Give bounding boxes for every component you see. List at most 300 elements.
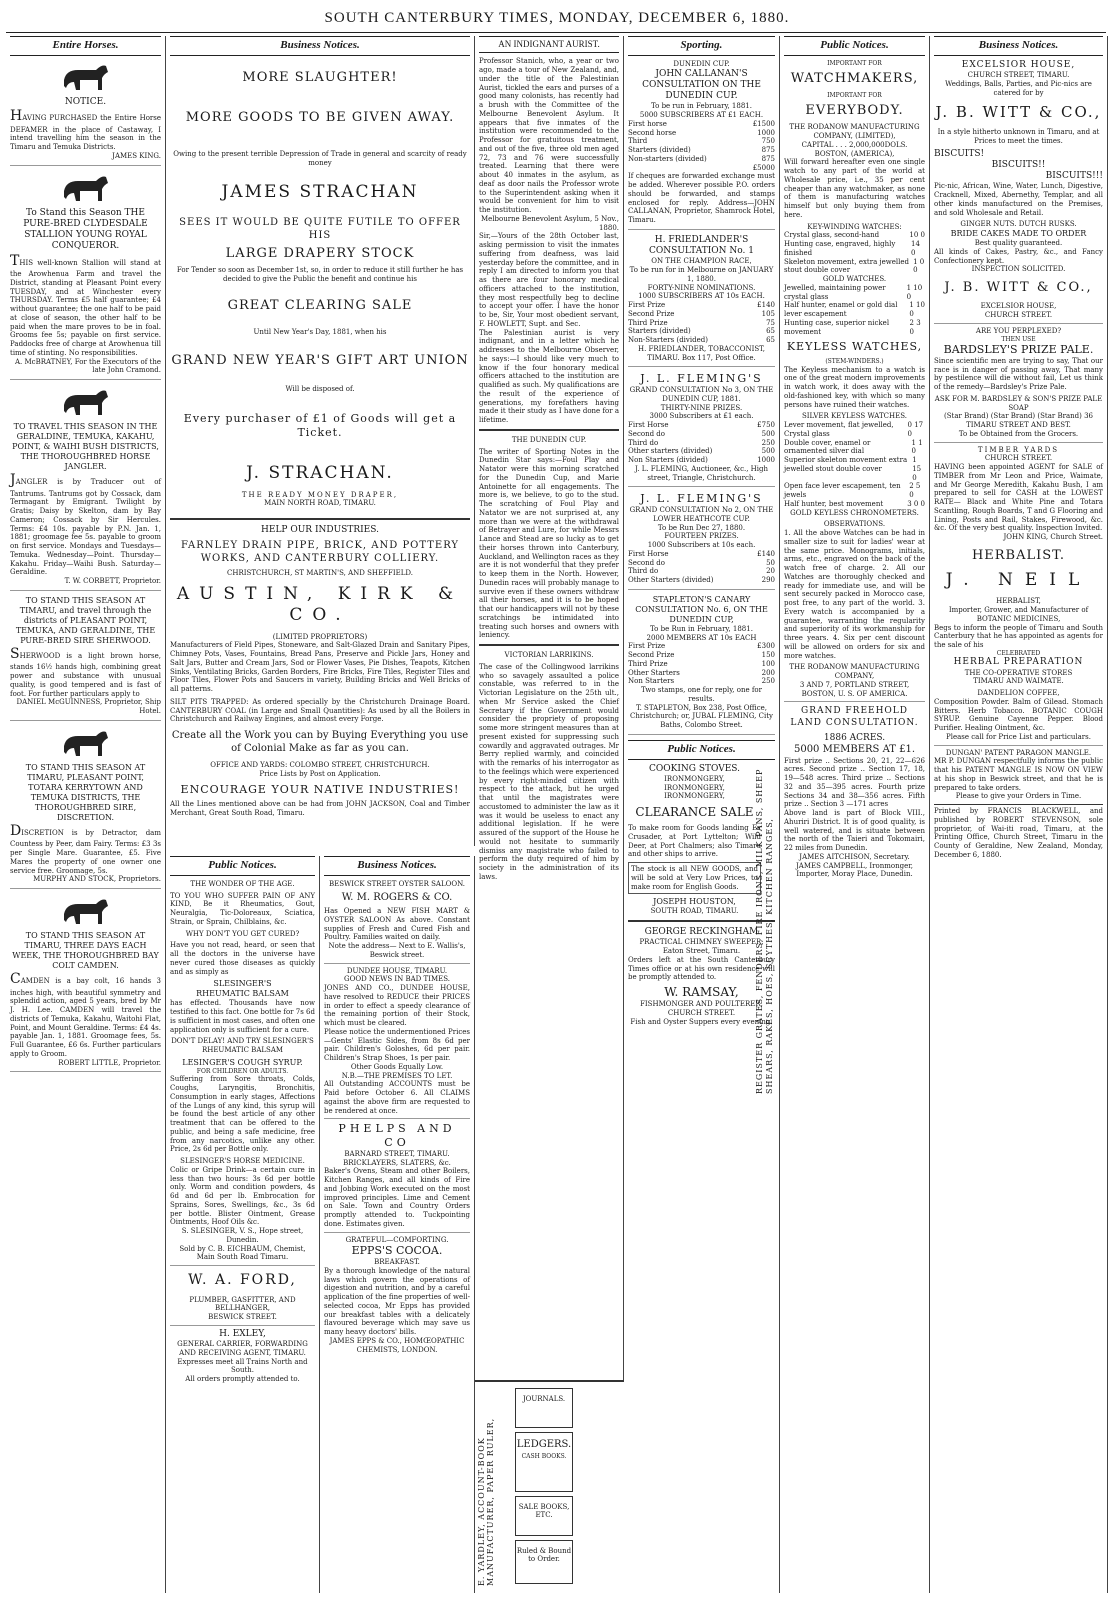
text-line: GRAND CONSULTATION No 2, ON THE LOWER HEATHCOTE CUP. — [629, 506, 774, 523]
text-line: Importer, Grower, and Manufacturer of BOTANIC MEDICINES, — [948, 606, 1089, 623]
row-value: 2 3 0 — [909, 318, 921, 336]
text-line: ON THE CHAMPION RACE, — [651, 257, 752, 266]
text-body: Will forward hereafter even one single watch to any part of the world at Wholesale price, i.e., 35 per cent cheaper than any watchmaker, as none of them is manufacturing watches himself but only buying them from here. — [784, 158, 925, 219]
divider — [170, 518, 470, 521]
advertiser-name: J. STRACHAN. — [246, 463, 394, 484]
ad-title: TO TRAVEL THIS SEASON IN THE GERALDINE, TEMUKA, KAKAHU, POINT, & WAIHI BUSH DISTRICTS, THE THOROUGHBRED HORSE JANGLER. — [12, 422, 159, 471]
row-value: 1 15 0 — [912, 456, 922, 482]
column-business-notices — [166, 36, 475, 846]
masthead-rule — [6, 32, 1106, 33]
text-line: GOLD KEYLESS CHRONOMETERS. — [790, 508, 919, 517]
prize-table — [628, 120, 775, 173]
text-line: PLUMBER, GASFITTER, AND BELLHANGER, — [189, 1295, 296, 1313]
table-row — [628, 336, 775, 345]
text-line: BISCUITS! — [934, 148, 985, 159]
table-row — [628, 447, 775, 456]
horse-icon — [56, 385, 116, 419]
text-body: To make room for Goods landing Ex Crusader, at Port Lyttelton; Wild Deer, at Port Chalmers; also Timaru and other ships to arrive. — [628, 824, 761, 859]
text-body: TO YOU WHO SUFFER PAIN OF ANY KIND, Be it Rheumatics, Gout, Neuralgia, Tic-Doloreaux, Sciatica, Strain, or Sprain, Chilblains, &c. — [170, 891, 315, 926]
row-value: 14 0 — [911, 240, 920, 257]
text-line: ASK FOR M. BARDSLEY & SON'S PRIZE PALE SOAP — [934, 394, 1103, 412]
text-line: 1000 SUBSCRIBERS AT 10s EACH. — [638, 292, 765, 301]
ad-body: CAMDEN is a bay colt, 16 hands 3 inches high, with beautiful symmetry and splendid action, aged 5 years, bred by Mr J. H. Lee. CAMDEN will travel the districts of Temuka, Kakahu, Waitohi Flat, Point, and Mount Geraldine. Terms: £4 4s. payable Jan. 1, 1881. Groomage fees, 5s. Full Guarantee, £6 6s. Further particulars apply to Groom. — [10, 971, 161, 1058]
ad-friedlander — [628, 235, 775, 368]
text-line: TIMARU AND WAIMATE. — [973, 677, 1064, 686]
row-value: 105 — [761, 309, 775, 318]
horse-icon — [56, 60, 116, 94]
text-line: GOLD WATCHES. — [822, 275, 887, 283]
ad-body: DISCRETION is by Detractor, dam Countess by Peer, dam Fairy. Terms: £3 3s per Single Mare. Guarantee, £5. Five Mares the property of one owner one service free. Groomage, 5s. — [10, 822, 161, 875]
text-line: THIRTY-NINE PRIZES. — [660, 403, 743, 412]
column-header: Sporting. — [628, 36, 775, 56]
row-value: 65 — [766, 336, 775, 344]
text-line: Owing to the present terrible Depression of Trade in general and scarcity of ready money — [173, 150, 467, 167]
row-label: Second Prize — [628, 651, 675, 659]
text-line: All orders promptly attended to. — [185, 1375, 300, 1383]
advertiser-name: J. NEIL — [945, 570, 1092, 590]
column-articles — [475, 36, 624, 1593]
text-line: Please to give your Orders in Time. — [955, 792, 1082, 801]
column-business-notices-excelsior — [930, 36, 1108, 1593]
text-body: Pic-nic, African, Wine, Water, Lunch, Digestive, Cracknell, Mixed, Abernethy, Templar, and all other kinds manufactured on the Premises, and sold Wholesale and Retail. — [934, 182, 1103, 217]
advertiser-name: PHELPS AND CO — [338, 1122, 456, 1149]
row-label: First Prize — [628, 301, 666, 309]
advertiser-name: W. A. FORD, — [188, 1272, 297, 1288]
text-line: LESINGER'S COUGH SYRUP. — [182, 1057, 303, 1067]
row-label: First Horse — [628, 549, 669, 558]
article-paragraph: Melbourne Benevolent Asylum, 5 Nov., 1880. — [480, 214, 619, 232]
text-line: Note the address— Next to E. Wallis's, Beswick street. — [324, 942, 470, 964]
column-header: Business Notices. — [170, 36, 470, 56]
column-header: Public Notices. — [170, 856, 315, 876]
text-line: CHURCH STREET. — [984, 454, 1053, 463]
table-row — [628, 550, 775, 559]
column-public-notices-left — [166, 856, 320, 1593]
masthead: SOUTH CANTERBURY TIMES, MONDAY, DECEMBER 6, 1880. — [324, 10, 790, 26]
ad-fleming-3 — [628, 372, 775, 487]
row-label: Hunting case, superior nickel movement — [784, 318, 890, 336]
text-line: CHURCH STREET, TIMARU. — [967, 71, 1070, 79]
text-line: BOSTON, (AMERICA), — [814, 149, 895, 158]
text-line: THEN USE — [1001, 335, 1036, 343]
text-line: SILVER KEYLESS WATCHES. — [802, 412, 907, 421]
row-value: £750 — [757, 421, 775, 429]
ad-yardley — [475, 1380, 624, 1594]
text-line: IMPORTANT FOR — [827, 91, 882, 99]
row-label: Half hunter, best movement — [784, 499, 884, 508]
row-label: Non Starters — [628, 677, 675, 686]
ad-body: JANGLER is by Traducer out of Tantrums. Tantrums got by Cossack, dam Termagant by Emigrant. Twilight by Gratis; Daisy by Skelton, dam by Bay Cameron; Cossack by Sir Hercules. Terms: £4 10s. payable by P.N. Jan. 1, 1881; groomage fee 5s. payable to groom on first service. Mondays and Tuesdays—Temuka. Wednesday—Point. Thursday—Kakahu. Friday—Waihi Bush. Saturday—Geraldine. — [10, 472, 161, 577]
row-value: £300 — [757, 642, 775, 651]
table-row — [784, 421, 925, 439]
row-value: 1000 — [757, 456, 775, 464]
column-sporting — [624, 36, 780, 1593]
row-value: £5000 — [752, 163, 775, 172]
text-line: GRAND CONSULTATION No 3, ON THE DUNEDIN CUP, 1881. — [629, 386, 774, 403]
row-value: 1 0 0 — [913, 257, 925, 275]
row-label: Hunting case, engraved, highly finished — [784, 240, 896, 257]
row-label: First Horse — [628, 421, 669, 429]
table-row — [784, 240, 925, 258]
text-line: T. STAPLETON, Box 238, Post Office, Christchurch; or, JUBAL FLEMING, City Baths, Colombo Street. — [630, 703, 773, 729]
text-line: DANDELION COFFEE, — [977, 689, 1060, 697]
text-line: To be Run Dec 27, 1880. — [657, 523, 746, 532]
table-row — [784, 284, 925, 302]
table-row — [784, 500, 925, 509]
text-line: GINGER NUTS. DUTCH RUSKS. — [960, 220, 1077, 229]
text-line: Fish and Oyster Suppers every evening. — [630, 1017, 773, 1026]
column-business-notices-right — [320, 856, 475, 1593]
text-body: By a thorough knowledge of the natural laws which govern the operations of digestion and nutrition, and by a careful application of the fine properties of well-selected cocoa, Mr Epps has provided our breakfast tables with a delicately flavoured beverage which may save us many heavy doctors' bills. — [324, 1266, 470, 1336]
text-body: Baker's Ovens, Steam and other Boilers, Kitchen Ranges, and all kinds of Fire and Jobbing Work executed on the most improved principles. Lime and Cement on Sale. Town and Country Orders promptly attended to. Tuckpointing done. Estimates given. — [324, 1167, 470, 1232]
row-value: 290 — [761, 576, 775, 584]
text-line: FOR CHILDREN OR ADULTS. — [196, 1067, 289, 1075]
text-line: 2000 MEMBERS AT 10s EACH — [646, 633, 757, 642]
advertiser-name: J. L. FLEMING'S — [640, 372, 763, 386]
row-value: 10 0 — [909, 231, 925, 240]
text-line: EXCELSIOR HOUSE, — [961, 59, 1076, 70]
table-row — [628, 567, 775, 576]
text-body: Has Opened a NEW FISH MART & OYSTER SALOON As above. Constant supplies of Fresh and Cured Fish and Poultry. Families waited on daily. — [324, 907, 470, 942]
column-header: Public Notices. — [784, 36, 925, 56]
text-line: For Tender so soon as December 1st, so, in order to reduce it still further he has decided to give the Public the benefit and continue his — [176, 266, 464, 283]
text-line: ARE YOU PERPLEXED? — [975, 326, 1062, 335]
text-line: 5000 MEMBERS AT £1. — [793, 744, 916, 755]
table-row — [628, 651, 775, 660]
ad-title: TO STAND THIS SEASON AT TIMARU, THREE DAYS EACH WEEK, THE THOROUGHBRED BAY COLT CAMDEN. — [12, 931, 159, 970]
text-line: JAMES AITCHISON, Secretary. — [799, 852, 910, 861]
ad-signature: DANIEL McGUINNESS, Proprietor, Ship Hotel. — [16, 698, 161, 715]
article-paragraph: The case of the Collingwood larrikins who so savagely assaulted a police constable, was referred to in the Victorian Legislature on the 25th ult., when Mr Service asked the Chief Secretary if the Government would consider the propriety of proposing some more stringent measures than at present existed for suppressing such cowardly and aggravated outrages. Mr Berry replied warmly, and coincided with the remarks of his interrogator as to the feelings which were experienced by every right-minded citizen with respect to the attack, but he urged that until the magistrates were accustomed to administer the law as it was it would be useless to enact any additional legislation. If he were assured of the support of the House he would not hesitate to summarily dismiss any magistrate who failed to perform the duty required of him by society in the administration of its laws. — [479, 662, 619, 881]
price-table — [784, 284, 925, 337]
table-row — [784, 231, 925, 240]
text-body: All the Lines mentioned above can be had from JOHN JACKSON, Coal and Timber Merchant, Great South Road, Timaru. — [170, 800, 470, 817]
row-value: 50 — [766, 558, 775, 567]
headline: THE WONDER OF THE AGE. — [190, 879, 295, 888]
row-value: 65 — [766, 327, 775, 336]
ad-discretion — [10, 726, 161, 889]
advertiser-name: THE RODANOW MANUFACTURING COMPANY, — [789, 663, 920, 680]
headline-farnley: FARNLEY DRAIN PIPE, BRICK, AND POTTERY WORKS, AND CANTERBURY COLLIERY. — [180, 540, 460, 564]
text-line: IRONMONGERY, — [664, 774, 725, 783]
row-label: Lever movement, flat jewelled, Crystal glass — [784, 421, 894, 438]
table-row — [628, 576, 775, 585]
row-value: 1 1 0 — [911, 438, 923, 456]
text-line: (Star Brand) (Star Brand) (Star Brand) 36 TIMARU STREET AND BEST. — [944, 412, 1093, 429]
text-line: DUNGAN' PATENT PARAGON MANGLE. — [945, 748, 1092, 757]
row-label: Third do — [628, 438, 659, 447]
ad-signature: ROBERT LITTLE, Proprietor. — [58, 1058, 161, 1067]
horse-icon — [56, 726, 116, 760]
row-label: Double cover, enamel or ornamented silver dial — [784, 438, 871, 456]
text-line: Please call for Price List and particulars. — [934, 733, 1103, 746]
advertiser-name: EPPS'S COCOA. — [351, 1244, 443, 1258]
row-label: Third Prize — [628, 659, 668, 668]
headline-goods: MORE GOODS TO BE GIVEN AWAY. — [185, 110, 455, 125]
text-line: BREAKFAST. — [374, 1258, 420, 1266]
row-label: Half hunter, enamel or gold dial lever escapement — [784, 301, 898, 318]
ad-title: TO STAND THIS SEASON AT TIMARU, and travel through the districts of PLEASANT POINT, TEMUKA, AND GERALDINE, THE PURE-BRED SIRE SHERWOOD. — [15, 595, 156, 645]
text-line: DUNEDIN CUP. — [673, 59, 730, 68]
prize-table — [628, 550, 775, 585]
row-label: Skeleton movement, extra jewelled stout double cover — [784, 257, 910, 275]
advertiser-name: STAPLETON'S CANARY CONSULTATION No. 6, ON THE DUNEDIN CUP, — [635, 594, 768, 624]
headline-industries: HELP OUR INDUSTRIES. — [261, 525, 379, 535]
prize-table — [628, 301, 775, 345]
table-row — [628, 439, 775, 448]
divider — [479, 429, 619, 432]
article-paragraph: The writer of Sporting Notes in the Dunedin Star says:—Foul Play and Natator were this morning scratched for the Dunedin Cup, and Marie Antoinette for all engagements. The more is, we believe, to go to the stud. The scratching of Foul Play and Natator we are not surprised at, any more than we were at the withdrawal of Betrayer and Lure, for while Messrs Lance and Stead are so lucky as to get their horses thrown into Canterbury, Auckland, and Wellington races as they are it is not wonderful that they prefer to keep them in the North. However, Dunedin races will probably manage to survive even if these owners withdraw all their horses, and it is to be hoped that our handicappers will not by these scratchings be intimidated into treating such horses and owners with leniency. — [479, 447, 620, 640]
row-value: 500 — [761, 429, 775, 438]
advertiser-name: AUSTIN, KIRK & CO. — [176, 584, 464, 626]
text-line: COOKING STOVES. — [648, 763, 740, 774]
prize-table — [628, 421, 775, 465]
ad-title: TO STAND THIS SEASON AT TIMARU, PLEASANT POINT, TOTARA KERRYTOWN AND TEMUKA DISTRICTS, THE THOROUGHBRED SIRE, DISCRETION. — [25, 762, 146, 822]
book-journals: JOURNALS. — [515, 1388, 573, 1428]
ad-royal-conqueror — [10, 171, 161, 381]
text-line: To be Obtained from the Grocers. — [934, 430, 1103, 443]
text-line: In a style hitherto unknown in Timaru, and at Prices to meet the times. — [937, 128, 1100, 145]
table-row — [628, 669, 775, 678]
row-value: 1000 — [757, 128, 775, 137]
advertiser-name: J. B. WITT & CO., — [944, 280, 1093, 295]
text-line: BESWICK STREET. — [170, 1313, 315, 1326]
text-body: Orders left at the South Canterbury Times office or at his own residence will be promptly attended to. — [628, 955, 775, 982]
row-label: Starters (divided) — [628, 327, 691, 336]
text-line: Expresses meet all Trains North and South. — [177, 1357, 308, 1375]
column-header: AN INDIGNANT AURIST. — [479, 36, 619, 53]
text-line: BRIDE CAKES MADE TO ORDER — [950, 229, 1087, 238]
row-label: Other Starters (divided) — [628, 576, 714, 584]
advertiser-name: BARDSLEY'S PRIZE PALE. — [943, 343, 1094, 356]
row-value: 20 — [766, 567, 775, 576]
text-body: The Keyless mechanism to a watch is one of the great modern improvements in watch work, it does away with the old-fashioned key, with which so many persons have ruined their watches. — [784, 365, 925, 409]
table-row — [628, 677, 775, 686]
text-line: Sold by C. B. EICHBAUM, Chemist, Main South Road Timaru. — [170, 1245, 315, 1267]
text-line: Two stamps, one for reply, one for results. — [641, 686, 762, 703]
advertiser-name: GEORGE RECKINGHAM — [644, 927, 759, 937]
row-value: 0 17 0 — [907, 421, 924, 438]
text-line: Create all the Work you can by Buying Everything you use of Colonial Make as far as you can. — [171, 730, 469, 754]
text-body: 1. All the above Watches can be had in smaller size to suit for ladies' wear at the same price. Monograms, initials, arms, etc., engraved on the back of the watch free of charge. 2. All our Watches are thoroughly checked and ready for immediate use, and will be sent securely packed in Morocco case, post free, to any part of the world. 3. Every watch is accompanied by a guarantee, warranting the regularity and superiority of its workmanship for three years. 4. Six per cent discount will be allowed on orders for six and more watches. — [784, 529, 925, 660]
headline-watchmakers: WATCHMAKERS, — [790, 71, 919, 87]
ad-jangler — [10, 385, 161, 591]
text-body: Composition Powder. Balm of Gilead. Stomach Bitters. Herb Tobacco. BOTANIC COUGH SYRUP. Genuine Cayenne Pepper. Blood Purifier. Healing Ointment, &c. — [934, 697, 1103, 732]
advertiser-name: JOHN CALLANAN'S CONSULTATION ON THE DUNEDIN CUP. — [642, 68, 761, 101]
headline-drapery: LARGE DRAPERY STOCK — [225, 246, 415, 261]
text-body: All Outstanding ACCOUNTS must be Paid before October 6. All CLAIMS against the above firm are requested to be rendered at once. — [324, 1080, 470, 1119]
text-line: To be run for in Melbourne on JANUARY 1, 1880. — [629, 266, 774, 283]
row-value: 100 — [761, 659, 775, 668]
row-value: 150 — [761, 651, 775, 659]
column-public-notices-watches — [780, 36, 930, 1593]
text-line: IRONMONGERY, — [664, 783, 725, 792]
row-value: 875 — [761, 154, 775, 163]
row-value: 1 10 0 — [906, 283, 923, 301]
table-row — [628, 456, 775, 465]
text-line: MAIN NORTH ROAD, TIMARU. — [264, 499, 376, 508]
text-body: MR P. DUNGAN respectfully informs the public that his PATENT MANGLE IS NOW ON VIEW at his shop in Beswick street, and that he is prepared to take orders. — [934, 757, 1103, 792]
article-heading: THE DUNEDIN CUP. — [511, 435, 587, 444]
advertiser-name: H. EXLEY, — [219, 1328, 266, 1339]
text-line: BARNARD STREET, TIMARU. BRICKLAYERS, SLATERS, &c. — [343, 1149, 451, 1167]
ad-signature: JAMES KING. — [112, 151, 161, 160]
text-body: The stock is all NEW GOODS, and will be sold at Very Low Prices, to make room for English Goods. — [628, 862, 761, 894]
table-row — [628, 430, 775, 439]
ad-signature: A. McBRATNEY, For the Executors of the late John Cramond. — [14, 357, 161, 375]
text-line: (STEM-WINDERS.) — [825, 358, 884, 365]
text-body: Please notice the undermentioned Prices—Gents' Elastic Sides, from 8s 6d per pair. Children's Goloshes, 6d per pair. Children's Strap Shoes, 1s per pair. — [324, 1027, 470, 1062]
text-line: GOOD NEWS IN BAD TIMES. — [344, 975, 450, 984]
article-heading: VICTORIAN LARRIKINS. — [504, 651, 594, 659]
table-row — [628, 310, 775, 319]
text-line: (LIMITED PROPRIETORS) — [272, 632, 368, 641]
text-line: Price Lists by Post on Application. — [259, 769, 381, 778]
text-line: 1886 ACRES. — [823, 732, 886, 743]
text-body: JONES AND CO., DUNDEE HOUSE, have resolved to REDUCE their PRICES in order to effect a speedy clearance of the remaining portion of their Stock, which must be cleared. — [324, 984, 470, 1027]
horse-icon — [56, 171, 116, 205]
text-line: KEY-WINDING WATCHES: — [807, 222, 902, 231]
advertiser-name: H. FRIEDLANDER'S CONSULTATION No. 1 — [649, 234, 754, 256]
table-row — [784, 456, 925, 482]
row-label: Open face lever escapement, ten jewels — [784, 482, 901, 499]
text-line: SEES IT WOULD BE QUITE FUTILE TO OFFER HIS — [179, 217, 461, 241]
text-line: DON'T DELAY! AND TRY SLESINGER'S RHEUMATIC BALSAM — [171, 1037, 314, 1054]
text-line: CELEBRATED — [996, 649, 1041, 657]
table-row — [628, 642, 775, 651]
text-body: SILT PITS TRAPPED: As ordered specially by the Christchurch Drainage Board. CANTERBURY COAL (in Large and Small Quantities): As used by all the Boilers in Christchurch and Railway Engines, and almost every Forge. — [170, 697, 470, 724]
text-line: INSPECTION SOLICITED. — [971, 265, 1066, 274]
text-line: SOUTH ROAD, TIMARU. — [650, 907, 739, 916]
text-body: All kinds of Cakes, Pastry, &c., and Fancy Confectionery kept. — [934, 247, 1103, 265]
text-line: J. L. FLEMING, Auctioneer, &c., High street, Triangle, Christchurch. — [634, 464, 768, 482]
ad-title: To Stand this Season THE PURE-BRED CLYDESDALE STALLION YOUNG ROYAL CONQUEROR. — [23, 207, 148, 252]
text-line: HERBAL PREPARATION — [953, 657, 1084, 668]
column-header: Business Notices. — [324, 856, 470, 876]
text-line: DUNDEE HOUSE, TIMARU. — [346, 966, 448, 975]
text-line: SLESINGER'S HORSE MEDICINE. — [180, 1157, 305, 1165]
text-line: RHEUMATIC BALSAM — [196, 989, 289, 999]
table-row — [628, 301, 775, 310]
headline-clearing: GREAT CLEARING SALE — [227, 297, 413, 313]
text-line: BISCUITS!!! — [1045, 171, 1103, 181]
vertical-banner: REGISTER GRATES, FENDERS, FIRE IRONS, MILK PANS, SHEEP SHEARS, RAKES, HOES, SCYTHES, KITCHEN RANGES, — [755, 768, 774, 1094]
text-line: JAMES EPPS & CO., HOMŒOPATHIC CHEMISTS, LONDON. — [329, 1336, 465, 1354]
ad-title: NOTICE. — [64, 96, 107, 107]
row-value: 1 10 0 — [909, 301, 925, 318]
row-label: Crystal glass, second-hand — [784, 231, 880, 240]
advertiser-name: J. B. WITT & CO., — [935, 103, 1102, 122]
text-body: Manufacturers of Field Pipes, Stoneware, and Salt-Glazed Drain and Sanitary Pipes, Chimney Pots, Vases, Fountains, Bread Pans, Preserve and Pickle Jars, Honey and Salt Jars, Butter and Cream Jars, Sod or Flower Vases, Pie Dishes, Teapots, Kitchen Sinks, Ventilating Bricks, Garden Borders, Fire Bricks, Fire Tiles, Register Tiles and Floor Tiles, Flower Pots and Saucers in variety, Building Bricks and Well Bricks of all patterns. — [170, 641, 470, 693]
text-line: FOURTEEN PRIZES. — [664, 532, 739, 541]
text-body: has effected. Thousands have now testified to this fact. One bottle for 7s 6d is sufficient in most cases, and often one application only is sufficient for a cure. — [170, 999, 315, 1034]
ad-sherwood — [10, 596, 161, 721]
text-line: 1000 Subscribers at 10s each. — [647, 541, 756, 549]
headline-encourage: ENCOURAGE YOUR NATIVE INDUSTRIES! — [180, 782, 460, 796]
row-label: Second horse — [628, 128, 677, 137]
ad-stapleton — [628, 595, 775, 735]
text-line: S. SLESINGER, V. S., Hope street, Dunedin. — [181, 1227, 304, 1244]
prize-table — [628, 642, 775, 686]
row-value: 750 — [761, 137, 775, 146]
text-line: TIMBER YARDS — [977, 445, 1060, 454]
advertiser-name: JOSEPH HOUSTON, — [653, 897, 736, 907]
advertiser-name: THE RODANOW MANUFACTURING COMPANY, (LIMITED), — [789, 123, 920, 140]
row-label: Non-Starters (divided) — [628, 336, 708, 344]
column-header: Business Notices. — [934, 36, 1103, 56]
table-row — [628, 155, 775, 164]
column-header: Entire Horses. — [10, 36, 161, 56]
ad-signature: MURPHY AND STOCK, Proprietors. — [33, 875, 161, 884]
text-line: GRATEFUL—COMFORTING. — [345, 1235, 449, 1244]
book-ledgers — [515, 1432, 573, 1492]
text-line: Every purchaser of £1 of Goods will get a Ticket. — [183, 411, 457, 439]
price-table — [784, 421, 925, 509]
book-sale: SALE BOOKS, ETC. — [515, 1496, 573, 1536]
text-line: CHURCH STREET. — [934, 311, 1103, 324]
text-body: Begs to inform the people of Timaru and South Canterbury that he has appointed as agents for the sale of his — [934, 623, 1103, 649]
text-body: Since scientific men are trying to say, That our race is in danger of passing away, That many by pestilence will die without fail, Let us think of the remedy—Bardsley's Prize Pale. — [934, 356, 1103, 391]
text-line: N.B.—THE PREMISES TO LET. — [341, 1071, 453, 1080]
article-paragraph: Professor Stanich, who, a year or two ago, made a tour of New Zealand, and, under the title of the Palestinian Aurist, tickled the ears and purses of a good many colonists, has recently had a brush with the Committee of the Melbourne Benevolent Asylum. It appears that five inmates of the institution were recommended to the Professor for gratuitous treatment, and out of the five, three old men aged 72, 73 and 76 were successfully treated. Learning that there were about 40 inmates in the asylum, as deaf as door nails the Professor wrote to the Superintendent asking when it would be convenient for him to visit the institution. — [479, 57, 619, 214]
imprint: Printed by FRANCIS BLACKWELL, and published by ROBERT STEVENSON, sole proprietor, of Wai-iti road, Timaru, at the Printing Office, Church Street, Timaru in the County of Geraldine, New Zealand, Monday, December 6, 1880. — [934, 804, 1103, 860]
text-line: JAMES CAMPBELL, Ironmonger, Importer, Moray Place, Dunedin. — [795, 861, 914, 879]
article-paragraph: The Palestinian aurist is very indignant, and in a letter which he addresses to the Melbourne Observer, he says:—I should like very much to know if the four honorary medical officers attached to the institution are qualified as such. My qualifications are the result of the experience of generations, my forefathers having made it their study as I have done for a lifetime. — [479, 328, 619, 424]
text-line: JOHN KING, Church Street. — [1003, 533, 1103, 541]
table-row — [628, 559, 775, 568]
text-line: SLESINGER'S — [213, 979, 272, 989]
row-label: Second do — [628, 558, 665, 567]
row-label: First horse — [628, 119, 667, 128]
headline-everybody: EVERYBODY. — [805, 103, 904, 118]
text-line: WHY DON'T YOU GET CURED? — [185, 929, 300, 938]
text-line: 3000 Subscribers at £1 each. — [649, 412, 754, 421]
row-label: Jewelled, maintaining power crystal glass — [784, 283, 886, 301]
ad-fleming-2 — [628, 492, 775, 590]
table-row — [784, 482, 925, 500]
text-line: H. FRIEDLANDER, TOBACCONIST, TIMARU. Box 117, Post Office. — [637, 344, 766, 362]
headline-clearance: CLEARANCE SALE — [635, 805, 754, 819]
text-body: Colic or Gripe Drink—a certain cure in less than two hours: 3s 6d per bottle only. Worm and condition powders, 4s 6d and 6d per lb. Embrocation for Sprains, Sores, Swellings, &c., 3s 6d per bottle. Blister Ointment, Grease Ointments, Hoof Oils &c. — [170, 1165, 315, 1227]
text-line: THE CO-OPERATIVE STORES — [964, 668, 1073, 677]
text-line: IMPORTANT FOR — [827, 59, 882, 67]
text-line: 5000 SUBSCRIBERS AT £1 EACH. — [639, 111, 764, 119]
row-label: Starters (divided) — [628, 146, 691, 154]
article-paragraph: Sir,—Yours of the 28th October last, asking permission to visit the inmates suffering from deafness, was laid yesterday before the committee, and in reply I am directed to inform you that as there are four honorary medical officers attached to the institution, they most respectfully beg to decline to accept your offer. I have the honor to be, Sir, Your most obedient servant, F. HOWLETT, Supt. and Sec. — [479, 232, 619, 328]
text-line: CHRISTCHURCH, ST MARTIN'S, AND SHEFFIELD. — [227, 569, 413, 578]
row-value: 250 — [761, 438, 775, 447]
row-label: Non-starters (divided) — [628, 154, 707, 163]
row-value: 2 5 0 — [909, 482, 921, 499]
ad-body: SHERWOOD is a light brown horse, stands 16½ hands high, combining great power and substance with unusual quality, is good tempered and is fast of foot. For further particulars apply to — [10, 645, 161, 698]
text-line: Best quality guaranteed. — [974, 239, 1063, 247]
ad-notice — [10, 60, 161, 166]
row-label: Superior skeleton movement extra jewelled stout double cover — [784, 456, 908, 473]
row-value: £140 — [757, 549, 775, 558]
text-line: EXCELSIOR HOUSE, — [980, 302, 1057, 311]
headline-keyless: KEYLESS WATCHES, — [786, 340, 923, 354]
row-value: 3 0 0 — [907, 499, 925, 508]
row-label: Third do — [628, 567, 659, 576]
row-value: £1500 — [752, 119, 775, 128]
table-row — [628, 129, 775, 138]
headline-land: GRAND FREEHOLD LAND CONSULTATION. — [790, 706, 919, 728]
text-body: Above land is part of Block VIII., Ahuriri District. It is of good quality, is well watered, and is situate between the north of the Taieri and Tokomairi, 22 miles from Dunedin. — [784, 809, 925, 852]
ad-callanan — [628, 60, 775, 230]
text-line: HERBALIST, — [996, 597, 1041, 606]
text-line: BISCUITS!! — [991, 159, 1046, 170]
text-line: IRONMONGERY, — [664, 792, 725, 801]
